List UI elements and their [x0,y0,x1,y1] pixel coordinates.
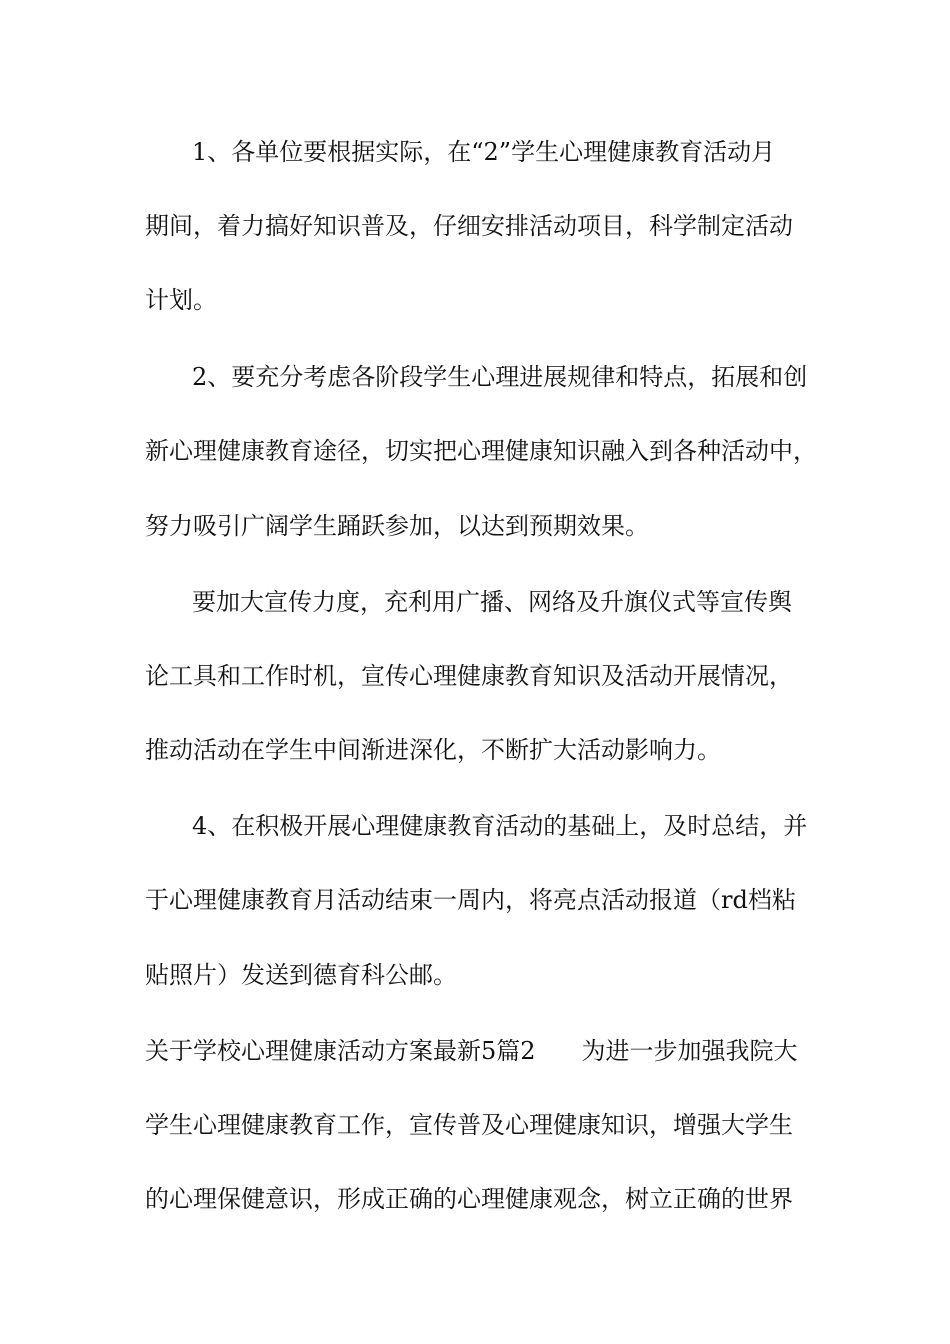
text-line: 努力吸引广阔学生踊跃参加，以达到预期效果。 [145,512,649,540]
text-line: 推动活动在学生中间渐进深化，不断扩大活动影响力。 [145,736,721,764]
heading-continuation: 为进一步加强我院大 [581,1037,798,1065]
heading-line [145,1036,825,1066]
section-heading: 关于学校心理健康活动方案最新5篇2 [145,1037,536,1065]
text-line: 论工具和工作时机，宣传心理健康教育知识及活动开展情况， [145,662,793,690]
text-line: 2、要充分考虑各阶段学生心理进展规律和特点，拓展和创 [192,363,808,391]
text-line: 贴照片）发送到德育科公邮。 [145,961,457,989]
text-line: 于心理健康教育月活动结束一周内，将亮点活动报道（rd档粘 [145,886,796,914]
text-line: 4、在积极开展心理健康教育活动的基础上，及时总结，并 [192,812,808,840]
text-line: 要加大宣传力度，充利用广播、网络及升旗仪式等宣传舆 [192,588,792,616]
text-line: 1、各单位要根据实际，在“2”学生心理健康教育活动月 [192,138,776,166]
text-line: 学生心理健康教育工作，宣传普及心理健康知识，增强大学生 [145,1111,793,1139]
text-line: 的心理保健意识，形成正确的心理健康观念，树立正确的世界 [145,1185,793,1213]
text-line: 计划。 [145,286,217,314]
text-line: 期间，着力搞好知识普及，仔细安排活动项目，科学制定活动 [145,212,793,240]
text-line: 新心理健康教育途径，切实把心理健康知识融入到各种活动中， [145,437,817,465]
